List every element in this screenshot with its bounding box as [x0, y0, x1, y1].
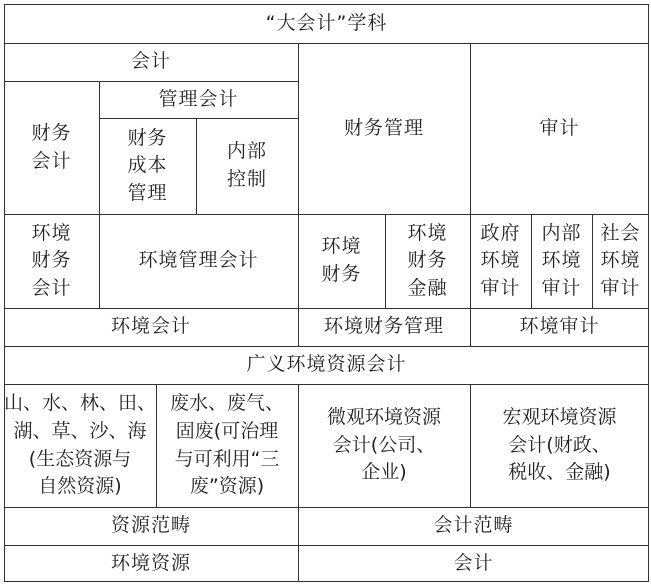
- social-env-audit-cell: 社会 环境 审计: [600, 221, 641, 299]
- env-financial-management-cell: 环境财务管理: [323, 315, 444, 338]
- gov-env-audit-cell: 政府 环境 审计: [480, 221, 521, 299]
- accounting-bottom-cell: 会计: [453, 551, 494, 574]
- natural-resources-cell: 山、水、林、田、 湖、草、沙、海 (生态资源与 自然资源): [4, 392, 157, 498]
- micro-env-resource-accounting-cell: 微观环境资源 会计(公司、 企业): [326, 406, 441, 484]
- management-accounting-cell: 管理会计: [158, 87, 239, 110]
- accounting-cell: 会计: [130, 50, 171, 73]
- accounting-category-cell: 会计范畴: [433, 514, 514, 537]
- financial-cost-management-cell: 财务 成本 管理: [127, 126, 168, 204]
- macro-env-resource-accounting-cell: 宏观环境资源 会计(财政、 税收、金融): [502, 406, 617, 484]
- resource-category-cell: 资源范畴: [110, 514, 191, 537]
- env-financial-finance-cell: 环境 财务 金融: [407, 221, 448, 299]
- diagram-title: “大会计”学科: [265, 11, 388, 34]
- env-management-accounting-cell: 环境管理会计: [138, 249, 259, 272]
- audit-cell: 审计: [539, 116, 580, 139]
- env-resources-cell: 环境资源: [110, 551, 191, 574]
- env-accounting-cell: 环境会计: [110, 315, 191, 338]
- env-finance-cell: 环境 财务: [321, 235, 362, 285]
- internal-env-audit-cell: 内部 环境 审计: [541, 221, 582, 299]
- financial-management-cell: 财务管理: [343, 116, 424, 139]
- env-audit-cell: 环境审计: [519, 315, 600, 338]
- financial-accounting-cell: 财务 会计: [31, 121, 72, 172]
- broad-env-resource-accounting-title: 广义环境资源会计: [246, 353, 407, 376]
- waste-resources-cell: 废水、废气、 固废(可治理 与可利用“三 废”资源): [169, 392, 284, 498]
- internal-control-cell: 内部 控制: [226, 140, 267, 190]
- env-financial-accounting-cell: 环境 财务 会计: [31, 221, 72, 299]
